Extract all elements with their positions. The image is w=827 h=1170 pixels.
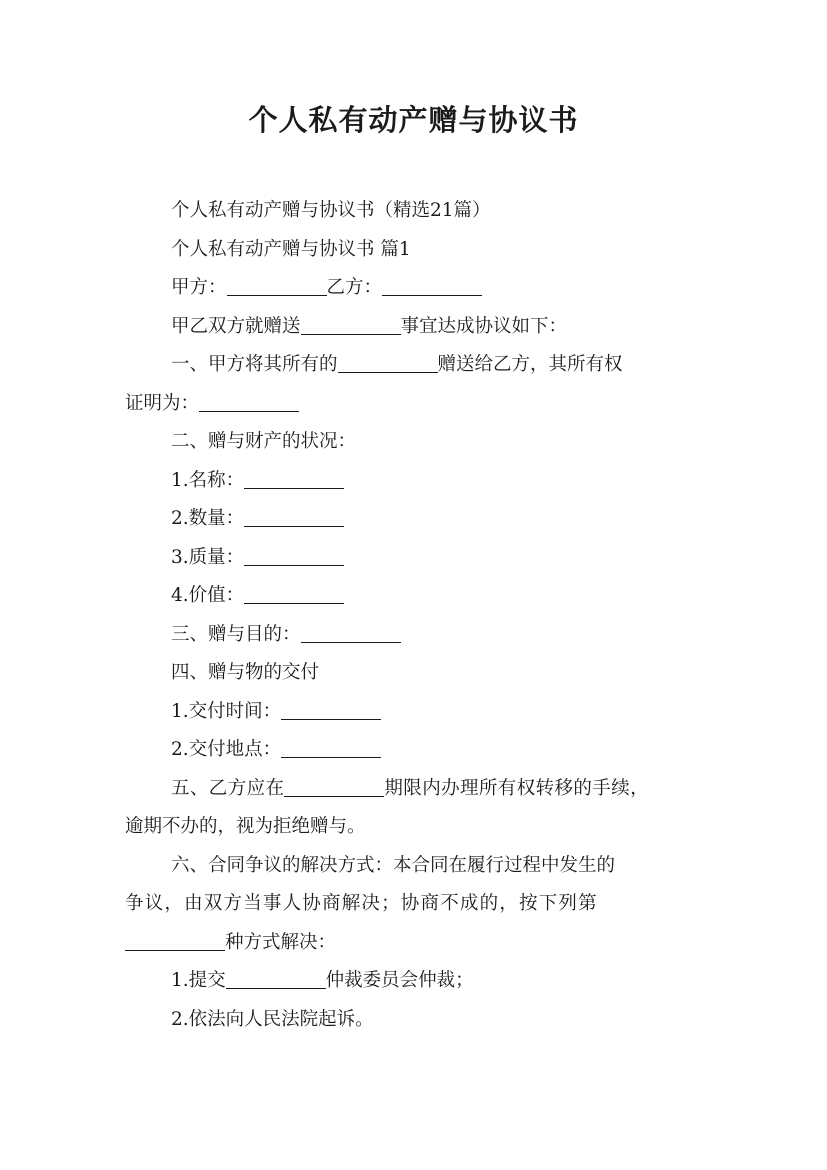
item-value-line: [125, 577, 710, 616]
intro-prefix: 甲乙双方就赠送: [171, 315, 301, 337]
item-quality-blank: [244, 543, 344, 566]
delivery-time-label: 1.交付时间：: [171, 700, 282, 722]
parties-line: [125, 269, 710, 308]
item-quantity-blank: [244, 504, 344, 527]
delivery-place-line: [125, 731, 710, 770]
clause-5-prefix: 五、乙方应在: [171, 777, 285, 799]
subtitle: 个人私有动产赠与协议书（精选21篇）: [171, 200, 491, 221]
clause-6-line-3: [125, 924, 710, 963]
delivery-time-line: [125, 693, 710, 732]
party-a-label: 甲方：: [171, 277, 227, 298]
document-body: [125, 192, 710, 1039]
clause-5-suffix: 期限内办理所有权转移的手续，: [384, 777, 650, 799]
party-b-blank: [382, 273, 482, 296]
clause-5-line-1: [125, 770, 710, 809]
ownership-proof-blank: [199, 389, 299, 412]
dispute-method-blank: [125, 928, 225, 951]
item-quantity-line: [125, 500, 710, 539]
transfer-deadline-blank: [284, 774, 384, 797]
clause-1-line-2-text: 证明为：: [125, 392, 200, 414]
arbitration-committee-blank: [226, 966, 326, 989]
party-a-blank: [227, 273, 327, 296]
option-1-prefix: 1.提交: [171, 970, 226, 991]
option-2-line: 2.依法向人民法院起诉。: [171, 1008, 374, 1030]
party-b-label: 乙方：: [326, 277, 383, 298]
option-1-suffix: 仲裁委员会仲裁；: [325, 970, 474, 991]
item-quantity-label: 2.数量：: [171, 508, 245, 529]
item-name-line: [125, 462, 710, 501]
item-quality-line: [125, 539, 710, 578]
clause-6-line-2: 争议，由双方当事人协商解决；协商不成的，按下列第: [125, 893, 598, 914]
delivery-time-blank: [281, 697, 381, 720]
item-value-blank: [244, 581, 344, 604]
item-name-blank: [244, 466, 344, 489]
clause-4: 四、赠与物的交付: [171, 662, 320, 683]
clause-3-line: [125, 616, 710, 655]
intro-suffix: 事宜达成协议如下：: [400, 315, 568, 337]
gift-subject-blank: [301, 312, 401, 335]
delivery-place-blank: [281, 735, 381, 758]
document-title: 个人私有动产赠与协议书: [248, 103, 579, 137]
clause-3-label: 三、赠与目的：: [171, 623, 301, 645]
clause-1-suffix: 赠送给乙方，其所有权: [437, 354, 623, 375]
option-1-line: [125, 962, 710, 1001]
clause-1-line-1: [125, 346, 710, 385]
section-heading: 个人私有动产赠与协议书 篇1: [171, 238, 411, 260]
item-name-label: 1.名称：: [171, 469, 245, 491]
intro-line: [125, 308, 710, 347]
item-value-label: 4.价值：: [171, 585, 245, 606]
clause-6-line-1: 六、合同争议的解决方式：本合同在履行过程中发生的: [171, 854, 616, 876]
clause-1-prefix: 一、甲方将其所有的: [171, 354, 338, 375]
gift-item-blank: [338, 350, 438, 373]
item-quality-label: 3.质量：: [171, 546, 245, 568]
clause-2: 二、赠与财产的状况：: [171, 431, 357, 452]
gift-purpose-blank: [301, 620, 401, 643]
clause-1-line-2: [125, 385, 710, 424]
clause-6-line-3-text: 种方式解决：: [225, 931, 337, 953]
clause-5-line-2: 逾期不办的，视为拒绝赠与。: [125, 816, 366, 837]
delivery-place-label: 2.交付地点：: [171, 739, 282, 760]
